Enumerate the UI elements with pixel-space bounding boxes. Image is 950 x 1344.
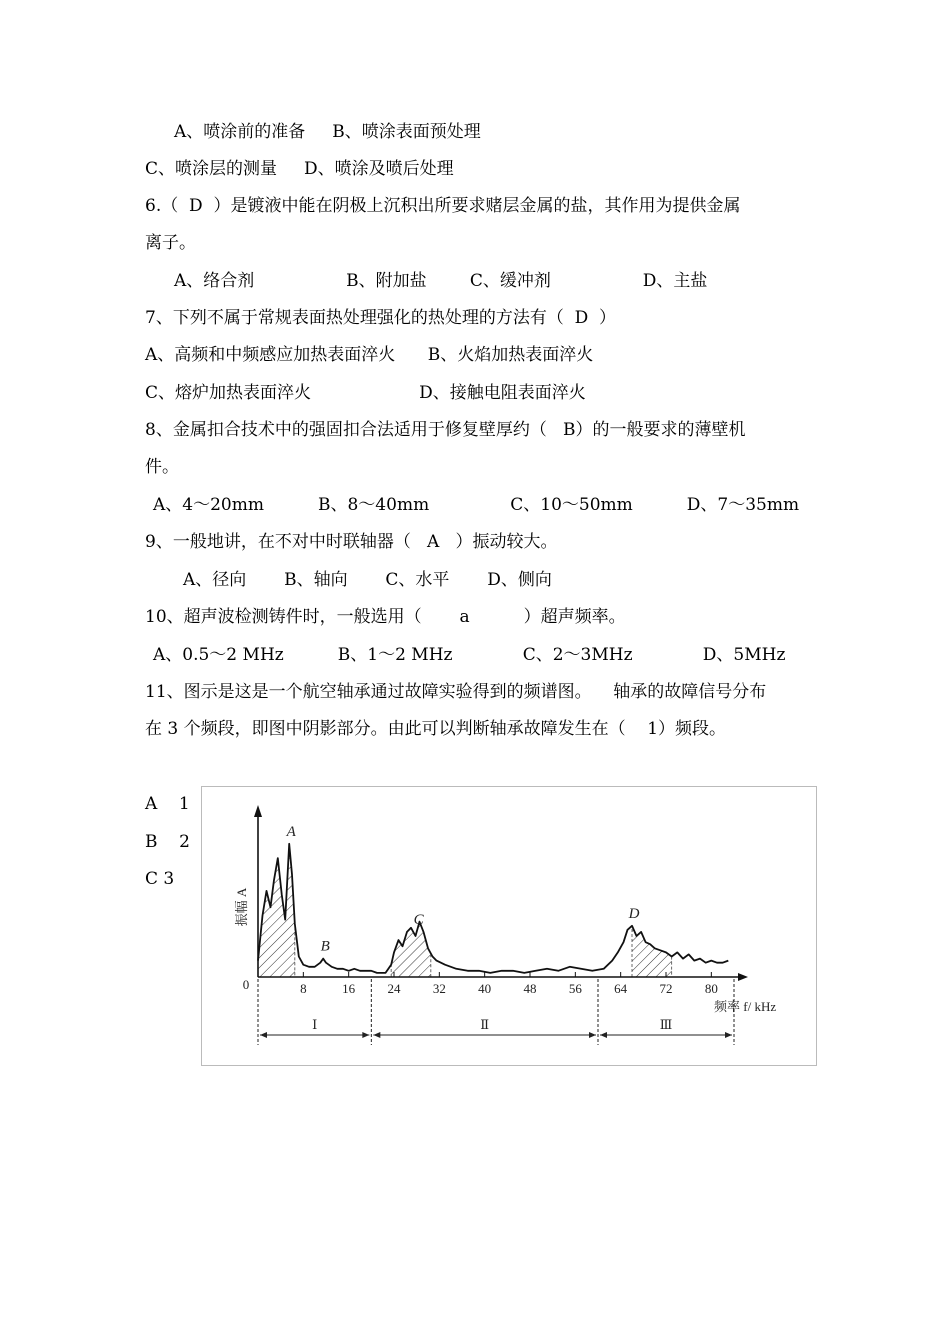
x-tick-label: 40 — [478, 981, 492, 996]
x-tick-label: 72 — [659, 981, 673, 996]
shaded-band-2 — [391, 922, 431, 977]
q5-options-row-1: A、喷涂前的准备 B、喷涂表面预处理 — [174, 122, 481, 142]
q9-options-row: A、径向 B、轴向 C、水平 D、侧向 — [183, 570, 552, 590]
q8-stem-line-1: 8、金属扣合技术中的强固扣合法适用于修复壁厚约（ B）的一般要求的薄壁机 — [145, 420, 746, 440]
q11-option-b: B 2 — [145, 832, 190, 852]
q8-options-row: A、4～20mm B、8～40mm C、10～50mm D、7～35mm — [153, 495, 800, 515]
q6-options-row: A、络合剂 B、附加盐 C、缓冲剂 D、主盐 — [174, 271, 708, 291]
band-arrow-left — [600, 1032, 607, 1038]
band-arrow-left — [373, 1032, 380, 1038]
q5-options-row-2: C、喷涂层的测量 D、喷涂及喷后处理 — [145, 159, 454, 179]
x-tick-label: 56 — [568, 981, 582, 996]
q10-stem: 10、超声波检测铸件时，一般选用（ a ）超声频率。 — [145, 607, 626, 627]
q6-stem-line-2: 离子。 — [145, 233, 196, 253]
band-label: Ⅲ — [659, 1017, 673, 1032]
y-axis-label: 振幅 A — [234, 887, 249, 927]
x-tick-label: 8 — [300, 981, 307, 996]
spectrum-chart — [202, 787, 816, 1065]
origin-label: 0 — [242, 977, 250, 992]
peak-label-a: A — [286, 823, 296, 840]
q11-option-a: A 1 — [145, 794, 190, 814]
band-arrow-left — [260, 1032, 267, 1038]
x-tick-label: 80 — [704, 981, 718, 996]
spectrum-chart-figure — [201, 786, 817, 1066]
band-arrow-right — [725, 1032, 732, 1038]
q11-stem-line-1: 11、图示是这是一个航空轴承通过故障实验得到的频谱图。 轴承的故障信号分布 — [145, 682, 767, 702]
x-axis-arrow — [738, 973, 748, 981]
q7-stem: 7、下列不属于常规表面热处理强化的热处理的方法有（ D ） — [145, 308, 617, 328]
x-tick-label: 64 — [614, 981, 628, 996]
q10-options-row: A、0.5～2 MHz B、1～2 MHz C、2～3MHz D、5MHz — [153, 645, 786, 665]
q7-options-row-2: C、熔炉加热表面淬火 D、接触电阻表面淬火 — [145, 383, 586, 403]
q9-stem: 9、一般地讲，在不对中时联轴器（ A ）振动较大。 — [145, 532, 558, 552]
y-axis-arrow — [254, 805, 262, 817]
band-arrow-right — [362, 1032, 369, 1038]
band-label: Ⅰ — [312, 1017, 318, 1032]
peak-label-b: B — [320, 938, 330, 955]
peak-label-d: D — [628, 905, 640, 922]
q7-options-row-1: A、高频和中频感应加热表面淬火 B、火焰加热表面淬火 — [145, 345, 594, 365]
q6-stem-line-1: 6.（ D ）是镀液中能在阴极上沉积出所要求赌层金属的盐，其作用为提供金属 — [145, 196, 741, 216]
band-label: Ⅱ — [480, 1017, 490, 1032]
x-tick-label: 48 — [523, 981, 537, 996]
x-tick-label: 32 — [432, 981, 446, 996]
q11-option-c: C 3 — [145, 869, 175, 889]
x-tick-label: 24 — [387, 981, 401, 996]
q8-stem-line-2: 件。 — [145, 457, 179, 477]
x-axis-label: 频率 f/ kHz — [714, 999, 777, 1014]
band-arrow-right — [589, 1032, 596, 1038]
peak-label-c: C — [413, 911, 424, 928]
q11-stem-line-2: 在 3 个频段，即图中阴影部分。由此可以判断轴承故障发生在（ 1）频段。 — [145, 719, 727, 739]
x-tick-label: 16 — [342, 981, 356, 996]
